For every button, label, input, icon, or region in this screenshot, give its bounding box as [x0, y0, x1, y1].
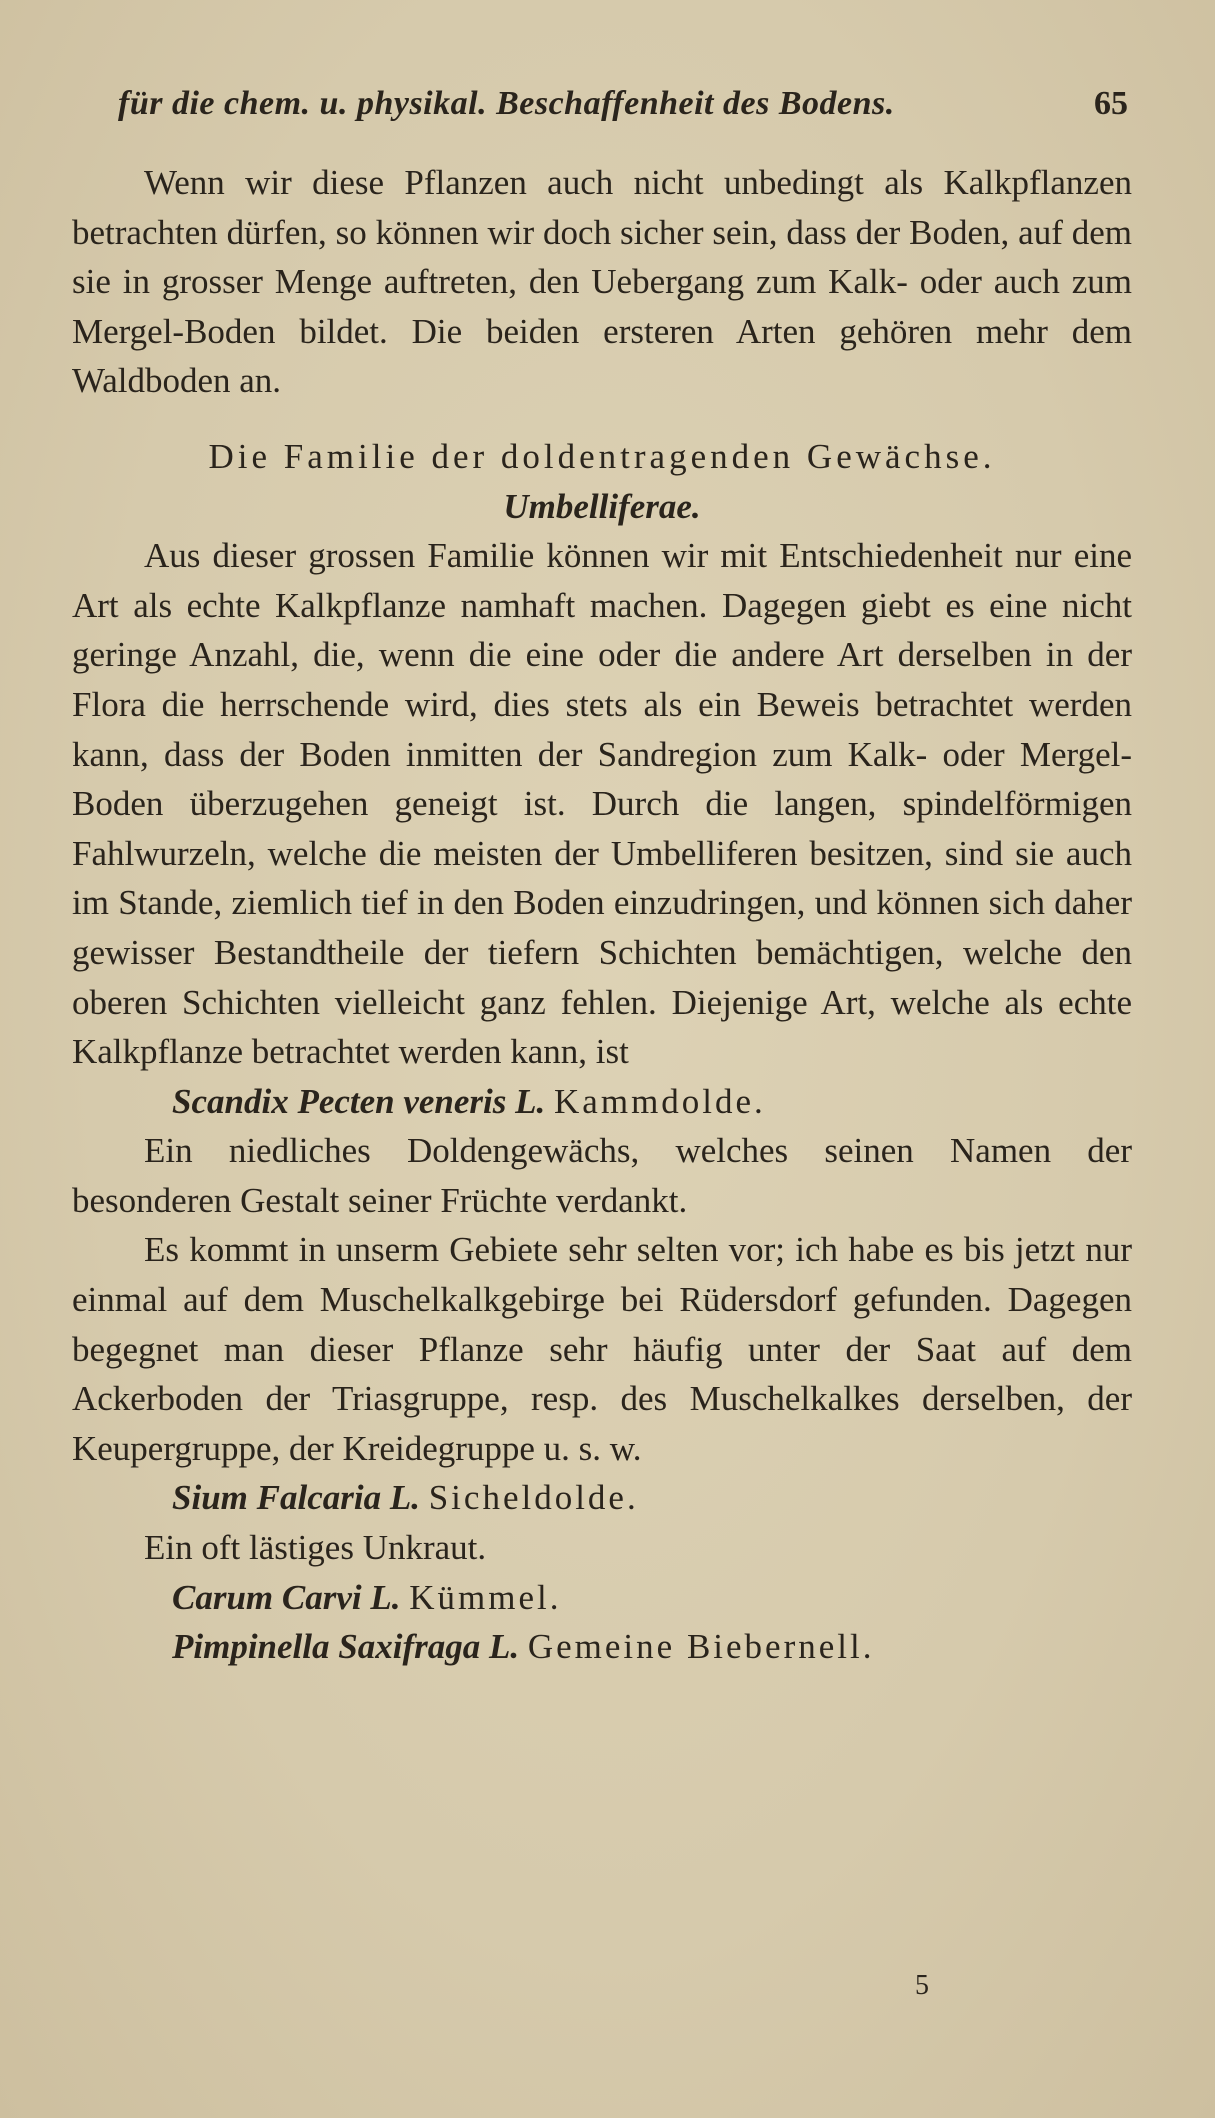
species-heading [72, 1622, 1132, 1672]
printer-signature-mark: 5 [915, 1970, 929, 2001]
paragraph: Es kommt in unserm Gebiete sehr selten vor; ich habe es bis jetzt nur einmal auf dem Muschelkalkgebirge bei Rüdersdorf gefunden. Dagegen begegnet man dieser Pflanze sehr häufig unter der Saat auf dem Ackerboden der Triasgruppe, resp. des Muschelkalkes derselben, der Keupergruppe, der Kreidegruppe u. s. w. [72, 1230, 1132, 1468]
species-latin-name: Sium Falcaria L. [172, 1478, 420, 1518]
paragraph: Ein oft lästiges Unkraut. [144, 1528, 487, 1568]
species-latin-name: Pimpinella Saxifraga L. [172, 1627, 520, 1667]
species-common-name: Kümmel. [409, 1577, 562, 1617]
species-heading [72, 1077, 1132, 1127]
species-latin-name: Carum Carvi L. [172, 1577, 401, 1617]
running-head: für die chem. u. physikal. Beschaffenheit des Bodens. [118, 85, 895, 122]
section-subheading: Umbelliferae. [503, 486, 701, 526]
species-common-name: Sicheldolde. [428, 1478, 639, 1518]
page-number: 65 [1094, 85, 1128, 122]
page-body [72, 158, 1132, 1672]
page-header [118, 78, 1128, 130]
species-heading [72, 1573, 1132, 1623]
paragraph: Aus dieser grossen Familie können wir mit Entschiedenheit nur eine Art als echte Kalkpflanze namhaft machen. Dagegen giebt es eine nicht geringe Anzahl, die, wenn die eine oder die andere Art derselben in der Flora die herrschende wird, dies stets als ein Beweis betrachtet werden kann, dass der Boden inmitten der Sandregion zum Kalk- oder Mergel-Boden überzugehen geneigt ist. Durch die langen, spindelförmigen Fahlwurzeln, welche die meisten der Umbelliferen besitzen, sind sie auch im Stande, ziemlich tief in den Boden einzudringen, und können sich daher gewisser Bestandtheile der tiefern Schichten bemächtigen, welche den oberen Schichten vielleicht ganz fehlen. Diejenige Art, welche als echte Kalkpflanze betrachtet werden kann, ist [72, 536, 1132, 1072]
section-heading: Die Familie der doldentragenden Gewächse. [208, 436, 996, 476]
species-latin-name: Scandix Pecten veneris L. [172, 1081, 546, 1121]
species-heading [72, 1473, 1132, 1523]
paragraph: Ein niedliches Doldengewächs, welches seinen Namen der besonderen Gestalt seiner Früchte verdankt. [72, 1131, 1132, 1220]
species-common-name: Kammdolde. [554, 1081, 766, 1121]
paragraph: Wenn wir diese Pflanzen auch nicht unbedingt als Kalkpflanzen betrachten dürfen, so können wir doch sicher sein, dass der Boden, auf dem sie in grosser Menge auftreten, den Uebergang zum Kalk- oder auch zum Mergel-Boden bildet. Die beiden ersteren Arten gehören mehr dem Waldboden an. [72, 163, 1132, 401]
species-common-name: Gemeine Biebernell. [527, 1627, 875, 1667]
